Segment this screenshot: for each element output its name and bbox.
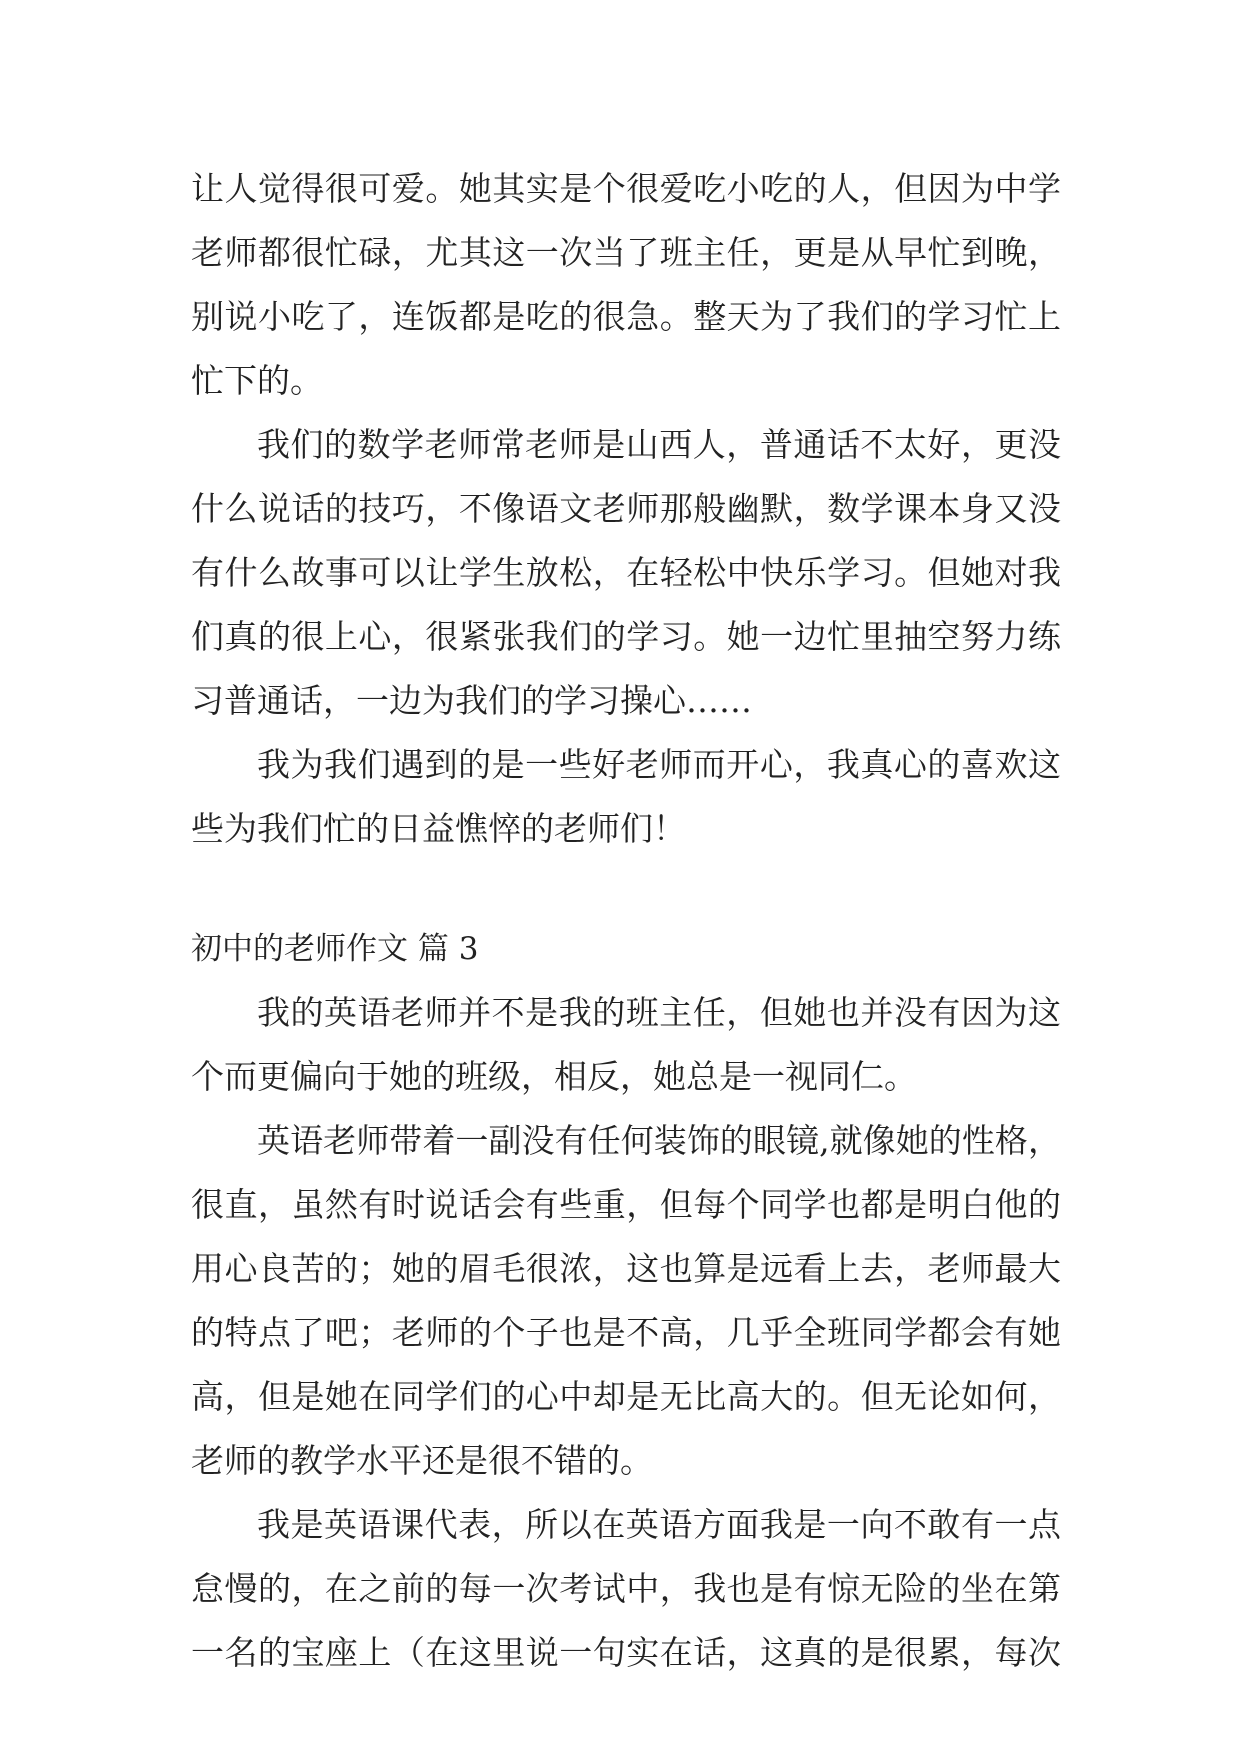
text-line: 个而更偏向于她的班级，相反，她总是一视同仁。: [191, 1057, 917, 1096]
section-heading: 初中的老师作文 篇 3: [191, 931, 479, 967]
text-line: 英语老师带着一副没有任何装饰的眼镜,就像她的性格，: [257, 1121, 1061, 1160]
text-line: 我的英语老师并不是我的班主任，但她也并没有因为这: [257, 993, 1061, 1032]
text-line: 忙下的。: [191, 361, 323, 400]
paragraph: [191, 733, 1061, 861]
text-line: 我们的数学老师常老师是山西人，普通话不太好，更没: [257, 425, 1061, 464]
text-line: 用心良苦的；她的眉毛很浓，这也算是远看上去，老师最大: [191, 1249, 1061, 1288]
text-line: 一名的宝座上（在这里说一句实在话，这真的是很累，每次: [191, 1633, 1061, 1672]
paragraph: [191, 1109, 1061, 1493]
paragraph: [191, 981, 1061, 1109]
paragraph: [191, 413, 1061, 733]
text-line: 的特点了吧；老师的个子也是不高，几乎全班同学都会有她: [191, 1313, 1061, 1352]
text-line: 些为我们忙的日益憔悴的老师们！: [191, 809, 686, 848]
text-line: 老师都很忙碌，尤其这一次当了班主任，更是从早忙到晚，: [191, 233, 1061, 272]
document-body: [191, 157, 1061, 1685]
text-line: 让人觉得很可爱。她其实是个很爱吃小吃的人，但因为中学: [191, 169, 1061, 208]
paragraph: [191, 1493, 1061, 1685]
section-gap: [191, 861, 1061, 917]
text-line: 有什么故事可以让学生放松，在轻松中快乐学习。但她对我: [191, 553, 1061, 592]
paragraph: [191, 157, 1061, 413]
text-line: 别说小吃了，连饭都是吃的很急。整天为了我们的学习忙上: [191, 297, 1061, 336]
text-line: 我是英语课代表，所以在英语方面我是一向不敢有一点: [257, 1505, 1061, 1544]
text-line: 很直，虽然有时说话会有些重，但每个同学也都是明白他的: [191, 1185, 1061, 1224]
text-line: 什么说话的技巧，不像语文老师那般幽默，数学课本身又没: [191, 489, 1061, 528]
text-line: 老师的教学水平还是很不错的。: [191, 1441, 653, 1480]
text-line: 高，但是她在同学们的心中却是无比高大的。但无论如何，: [191, 1377, 1061, 1416]
text-line: 怠慢的，在之前的每一次考试中，我也是有惊无险的坐在第: [191, 1569, 1061, 1608]
text-line: 们真的很上心，很紧张我们的学习。她一边忙里抽空努力练: [191, 617, 1061, 656]
text-line: 习普通话，一边为我们的学习操心……: [191, 681, 752, 720]
text-line: 我为我们遇到的是一些好老师而开心，我真心的喜欢这: [257, 745, 1061, 784]
